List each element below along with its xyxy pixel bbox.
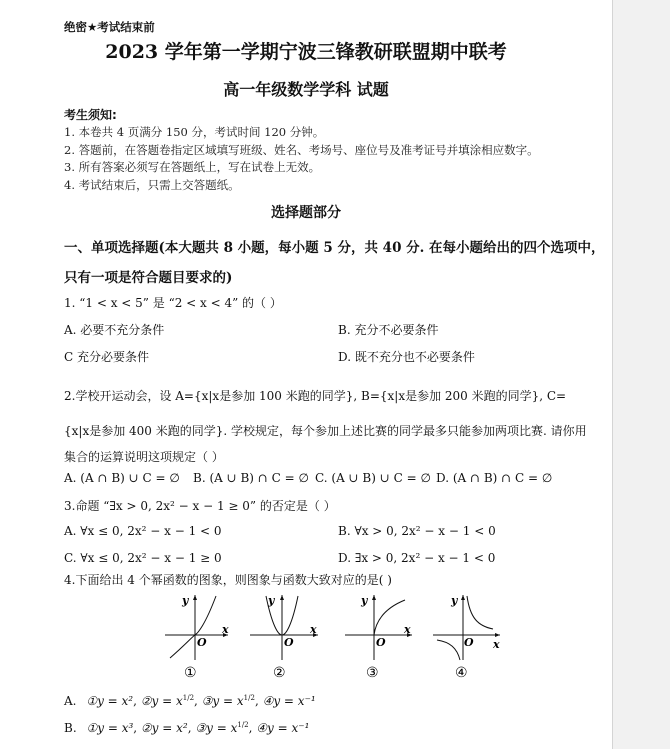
- q2-option-d: D. (A ∩ B) ∩ C = ∅: [436, 471, 553, 485]
- q1-option-c: C 充分必要条件: [64, 350, 149, 364]
- graph-3: [345, 594, 412, 681]
- graph-1-label: ①: [184, 665, 197, 681]
- graph-1-y-label: y: [182, 594, 189, 607]
- notice-item: 4. 考试结束后，只需上交答题纸。: [64, 178, 240, 192]
- q4-option-a-exp2: 1/2: [182, 694, 195, 702]
- q4-option-b-part4: ④y = x⁻¹: [256, 721, 310, 735]
- exam-title: 2023 学年第一学期宁波三锋教研联盟期中联考: [105, 41, 507, 63]
- graph-2-x-label: x: [310, 623, 317, 636]
- graph-1-origin: O: [197, 636, 207, 649]
- q4-option-a: A. ①y = x², ②y = $x^{1/2}$, ③y = $x^{1/2}$, ④y = x⁻¹: [64, 694, 316, 708]
- graph-4: [433, 594, 500, 681]
- graph-4-y-label: y: [451, 594, 458, 607]
- graph-4-label: ④: [455, 665, 468, 681]
- notice-item: 3. 所有答案必须写在答题纸上，写在试卷上无效。: [64, 160, 321, 174]
- q1-option-b: B. 充分不必要条件: [338, 323, 439, 337]
- part-heading: 一、单项选择题(本大题共 8 小题，每小题 5 分，共 40 分. 在每小题给出的四个选项中，: [64, 240, 605, 256]
- question-3: 3.命题 “∃x > 0, 2x² − x − 1 ≥ 0” 的否定是（ ）: [64, 499, 336, 513]
- section-title: 选择题部分: [271, 205, 341, 221]
- graph-1-x-label: x: [222, 623, 229, 636]
- question-2-line2: {x|x是参加 400 米跑的同学}. 学校规定，每个参加上述比赛的同学最多只能参加两项比赛. 请你用: [64, 424, 587, 438]
- graph-4-x-label: x: [493, 638, 500, 651]
- q2-option-c: C. (A ∪ B) ∪ C = ∅: [315, 471, 431, 485]
- q4-option-b: B. ①y = x³, ②y = x², ③y = $x^{1/2}$, ④y = x⁻¹: [64, 721, 310, 735]
- q4-option-b-exp3: 1/2: [237, 721, 249, 729]
- notice-item: 1. 本卷共 4 页满分 150 分，考试时间 120 分钟。: [64, 125, 325, 139]
- q3-option-d: D. ∃x > 0, 2x² − x − 1 < 0: [338, 551, 496, 565]
- q1-option-a: A. 必要不充分条件: [64, 323, 165, 337]
- q4-option-b-part2: ②y = x²: [140, 721, 188, 735]
- secret-label: 绝密★考试结束前: [64, 20, 155, 34]
- q1-option-d: D. 既不充分也不必要条件: [338, 350, 475, 364]
- graph-2-label: ②: [273, 665, 286, 681]
- part-heading-cont: 只有一项是符合题目要求的): [64, 270, 233, 286]
- graph-3-origin: O: [376, 636, 386, 649]
- q4-option-a-part1: ①y = x²: [86, 694, 134, 708]
- graph-2: [250, 594, 318, 681]
- q4-option-b-part1: ①y = x³: [86, 721, 134, 735]
- graph-2-y-label: y: [268, 594, 275, 607]
- question-1: 1. “1 < x < 5” 是 “2 < x < 4” 的（ ）: [64, 296, 282, 310]
- q4-option-a-part4: ④y = x⁻¹: [262, 694, 316, 708]
- power-function-graphs: [150, 590, 510, 682]
- question-2-line3: 集合的运算说明这项规定（ ）: [64, 450, 224, 464]
- viewer-scroll-area[interactable]: [612, 0, 670, 749]
- q3-option-c: C. ∀x ≤ 0, 2x² − x − 1 ≥ 0: [64, 551, 222, 565]
- exam-subtitle: 高一年级数学学科 试题: [223, 80, 389, 99]
- question-2-line1: 2.学校开运动会，设 A={x|x是参加 100 米跑的同学}, B={x|x是参加 200 米跑的同学}, C=: [64, 389, 567, 403]
- q4-option-a-part2: ②y = x: [140, 694, 183, 708]
- graph-3-label: ③: [366, 665, 379, 681]
- graph-3-y-label: y: [361, 594, 368, 607]
- graph-4-origin: O: [464, 636, 474, 649]
- q2-option-a: A. (A ∩ B) ∪ C = ∅: [64, 471, 180, 485]
- notice-heading: 考生须知:: [64, 108, 117, 122]
- graph-1: [165, 594, 229, 681]
- question-4: 4.下面给出 4 个幂函数的图象，则图象与函数大致对应的是( ): [64, 573, 392, 587]
- q4-option-a-part3: ③y = x: [201, 694, 244, 708]
- notice-item: 2. 答题前，在答题卷指定区域填写班级、姓名、考场号、座位号及准考证号并填涂相应数字。: [64, 143, 539, 157]
- graph-3-x-label: x: [404, 623, 411, 636]
- graph-2-origin: O: [284, 636, 294, 649]
- q4-option-b-part3: ③y = x: [195, 721, 238, 735]
- q4-option-a-exp3: 1/2: [243, 694, 255, 702]
- q2-option-b: B. (A ∪ B) ∩ C = ∅: [193, 471, 309, 485]
- q4-option-b-prefix: B.: [64, 721, 77, 735]
- q3-option-b: B. ∀x > 0, 2x² − x − 1 < 0: [338, 524, 496, 538]
- q4-option-a-prefix: A.: [64, 694, 77, 708]
- q3-option-a: A. ∀x ≤ 0, 2x² − x − 1 < 0: [64, 524, 222, 538]
